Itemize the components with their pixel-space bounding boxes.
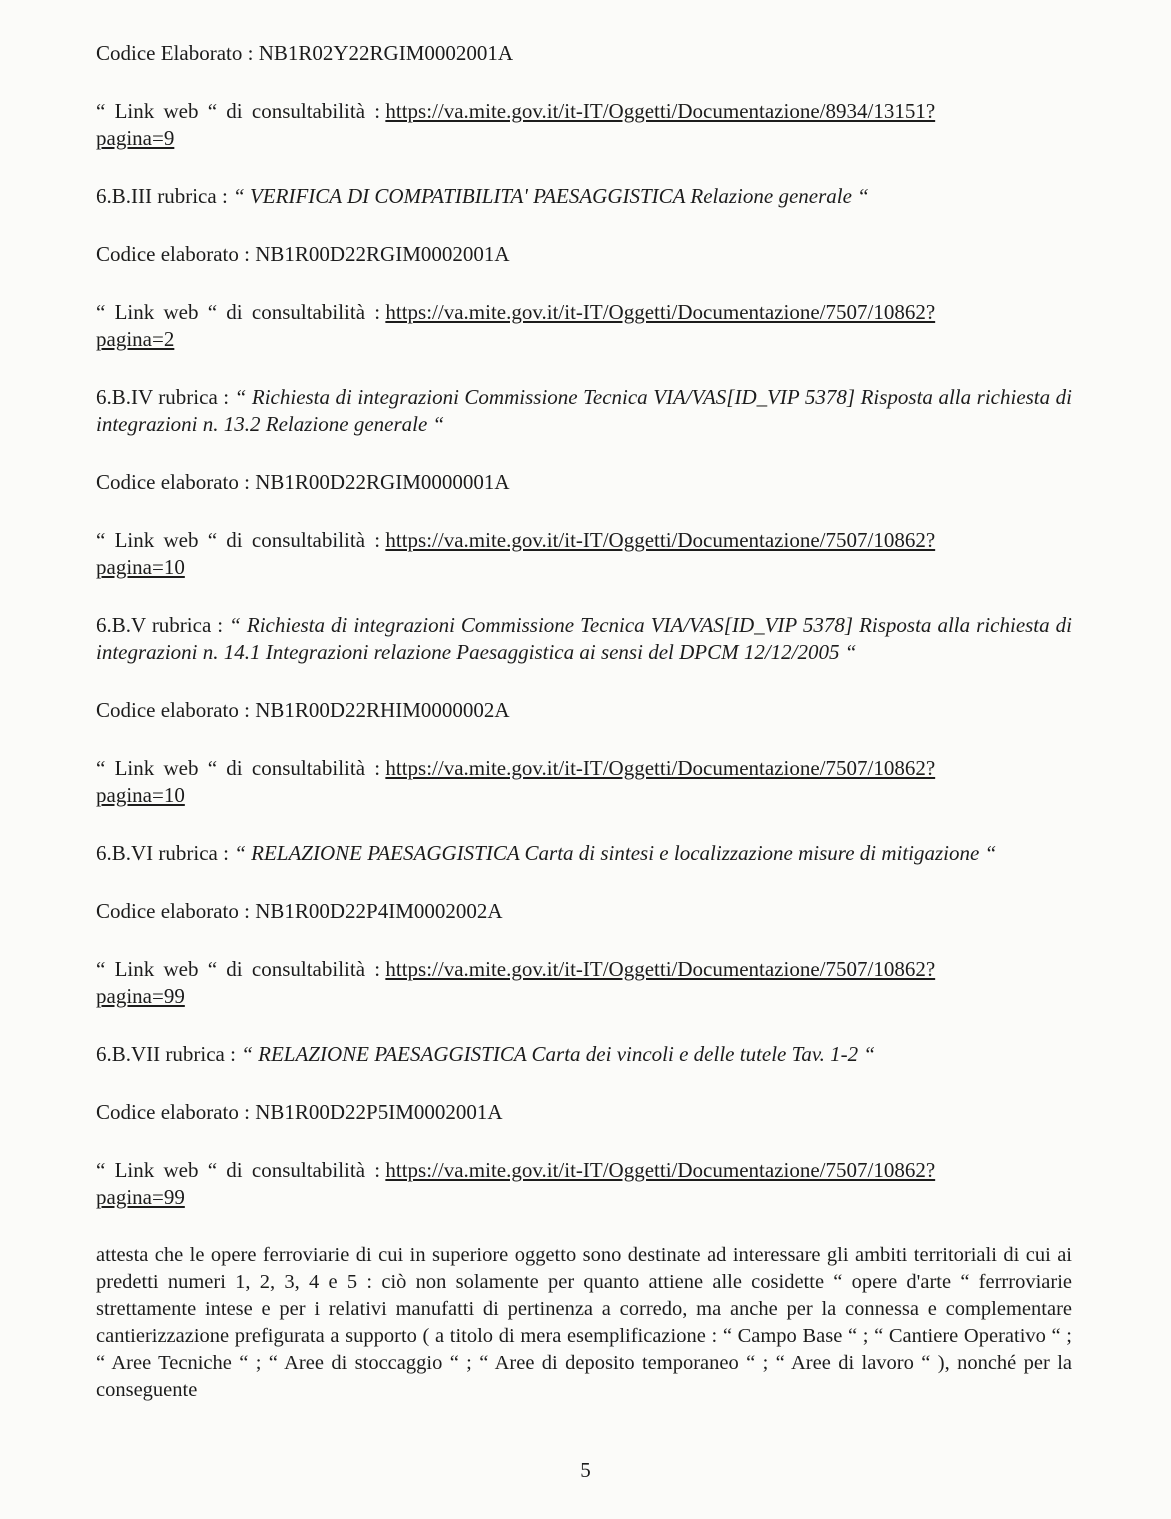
consultation-link[interactable]: https://va.mite.gov.it/it-IT/Oggetti/Documentazione/7507/10862? pagina=10 — [96, 756, 936, 807]
rubrica-prefix: 6.B.V rubrica : — [96, 613, 224, 637]
rubrica-prefix: 6.B.IV rubrica : — [96, 385, 230, 409]
rubrica-title: “ RELAZIONE PAESAGGISTICA Carta dei vincoli e delle tutele Tav. 1-2 “ — [241, 1042, 876, 1066]
link-web-label: “ Link web “ di consultabilità : — [96, 756, 381, 780]
codice-elaborato: Codice elaborato : NB1R00D22RGIM0000001A — [96, 470, 510, 494]
rubrica-prefix: 6.B.VI rubrica : — [96, 841, 229, 865]
codice-elaborato: Codice elaborato : NB1R00D22P4IM0002002A — [96, 899, 503, 923]
link-web-label: “ Link web “ di consultabilità : — [96, 1158, 381, 1182]
consultation-link[interactable]: https://va.mite.gov.it/it-IT/Oggetti/Documentazione/7507/10862? pagina=99 — [96, 957, 936, 1008]
link-web-entry — [96, 299, 1072, 353]
codice-elaborato: Codice elaborato : NB1R00D22P5IM0002001A — [96, 1100, 503, 1124]
document-page — [96, 40, 1072, 1404]
codice-elaborato: Codice elaborato : NB1R00D22RGIM0002001A — [96, 242, 510, 266]
rubrica-title: “ RELAZIONE PAESAGGISTICA Carta di sintesi e localizzazione misure di mitigazione “ — [234, 841, 997, 865]
link-web-entry — [96, 527, 1072, 581]
consultation-link[interactable]: https://va.mite.gov.it/it-IT/Oggetti/Documentazione/8934/13151? pagina=9 — [96, 99, 936, 150]
link-web-label: “ Link web “ di consultabilità : — [96, 528, 381, 552]
rubrica-entry — [96, 384, 1072, 438]
rubrica-prefix: 6.B.III rubrica : — [96, 184, 228, 208]
codice-elaborato: Codice Elaborato : NB1R02Y22RGIM0002001A — [96, 41, 514, 65]
link-web-entry — [96, 98, 1072, 152]
consultation-link[interactable]: https://va.mite.gov.it/it-IT/Oggetti/Documentazione/7507/10862? pagina=10 — [96, 528, 936, 579]
consultation-link[interactable]: https://va.mite.gov.it/it-IT/Oggetti/Documentazione/7507/10862? pagina=2 — [96, 300, 936, 351]
link-web-entry — [96, 956, 1072, 1010]
rubrica-entry — [96, 183, 1072, 210]
link-web-label: “ Link web “ di consultabilità : — [96, 99, 381, 123]
codice-elaborato: Codice elaborato : NB1R00D22RHIM0000002A — [96, 698, 510, 722]
rubrica-entry — [96, 840, 1072, 867]
rubrica-title: “ VERIFICA DI COMPATIBILITA' PAESAGGISTICA Relazione generale “ — [233, 184, 869, 208]
link-web-label: “ Link web “ di consultabilità : — [96, 300, 381, 324]
rubrica-entry — [96, 612, 1072, 666]
consultation-link[interactable]: https://va.mite.gov.it/it-IT/Oggetti/Documentazione/7507/10862? pagina=99 — [96, 1158, 936, 1209]
closing-paragraph: attesta che le opere ferroviarie di cui in superiore oggetto sono destinate ad interessare gli ambiti territoriali di cui ai predetti numeri 1, 2, 3, 4 e 5 : ciò non solamente per quanto attiene alle cosidette “ opere d'arte “ ferrroviarie strettamente intese e per i relativi manufatti di pertinenza a corredo, ma anche per la connessa e complementare cantierizzazione prefigurata a supporto ( a titolo di mera esemplificazione : “ Campo Base “ ; “ Cantiere Operativo “ ; “ Aree Tecniche “ ; “ Aree di stoccaggio “ ; “ Aree di deposito temporaneo “ ; “ Aree di lavoro “ ), nonché per la conseguente — [96, 1244, 1072, 1401]
page-number: 5 — [580, 1458, 591, 1482]
rubrica-title: “ Richiesta di integrazioni Commissione Tecnica VIA/VAS[ID_VIP 5378] Risposta alla richiesta di integrazioni n. 14.1 Integrazioni relazione Paesaggistica ai sensi del DPCM 12/12/2005 “ — [96, 613, 1072, 664]
link-web-entry — [96, 755, 1072, 809]
rubrica-entry — [96, 1041, 1072, 1068]
link-web-label: “ Link web “ di consultabilità : — [96, 957, 381, 981]
rubrica-title: “ Richiesta di integrazioni Commissione Tecnica VIA/VAS[ID_VIP 5378] Risposta alla richiesta di integrazioni n. 13.2 Relazione generale “ — [96, 385, 1072, 436]
link-web-entry — [96, 1157, 1072, 1211]
rubrica-prefix: 6.B.VII rubrica : — [96, 1042, 236, 1066]
